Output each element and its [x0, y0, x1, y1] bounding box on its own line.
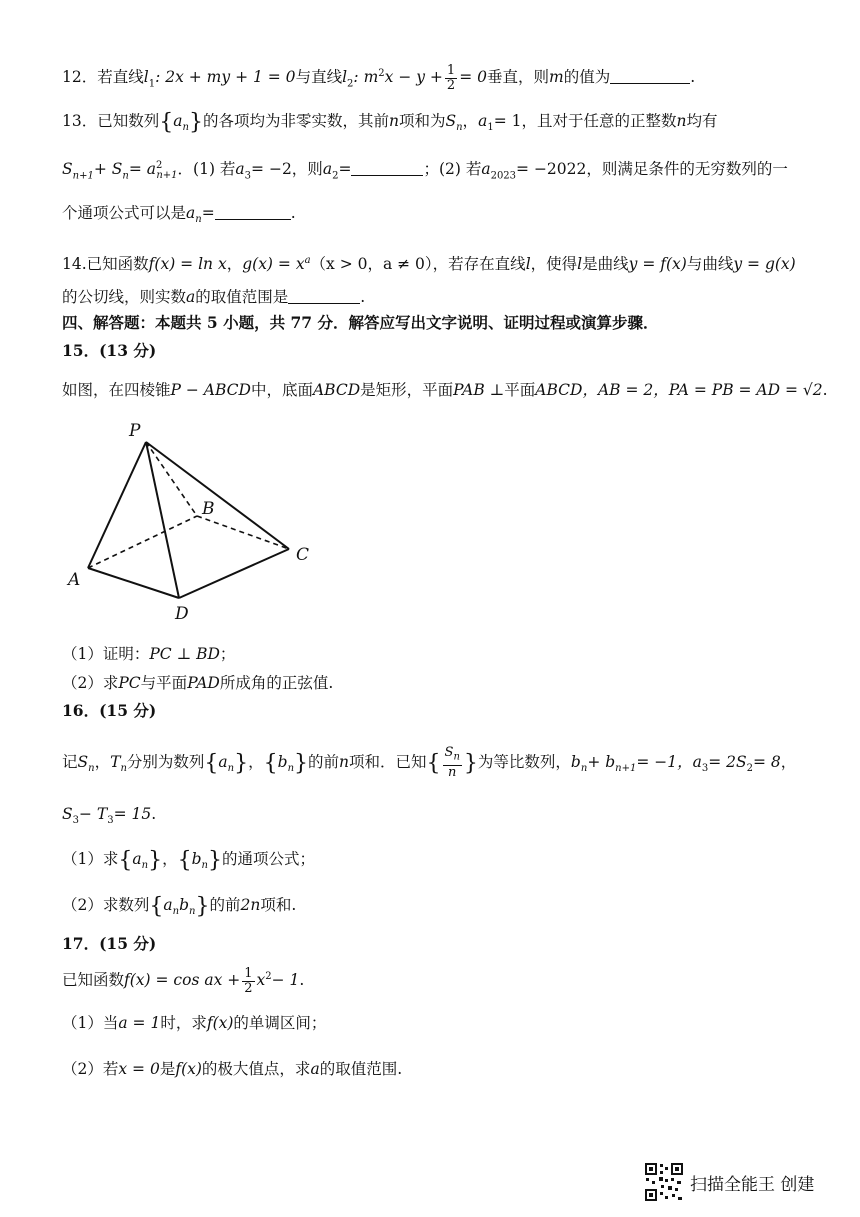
question-17-heading: 17．(15 分)	[62, 934, 157, 953]
edge-AB-hidden	[88, 516, 197, 568]
question-13-line-2: $S_{n+1}+ S_n= a^2_{n+1}$．(1) 若$a_3= -2$，则$a_2=$ ；(2) 若$a_{2023}= -2022$，则满足条件的无穷数列的一	[62, 160, 788, 182]
question-15-part-2: （2）求PC与平面PAD所成角的正弦值.	[62, 674, 334, 692]
edge-PC	[146, 442, 289, 549]
edge-BC-hidden	[197, 516, 289, 549]
answer-blank[interactable]	[610, 69, 690, 84]
vertex-label-A: A	[68, 570, 81, 590]
question-16-line-1: 记$S_n$，$T_n$分别为数列$\{a_n\}$，$\{b_n\}$的前n项和．已知{ $\frac{S_n}{n}$ }为等比数列，$b_n+ b_{n+1}= -1$，$a_3= 2S_2= 8$，	[62, 745, 797, 780]
question-17-stem: 已知函数f(x) = cos ax + $\frac{1}{2}$ $x^2- 1$.	[62, 965, 305, 996]
vertex-label-B: B	[202, 499, 215, 519]
question-13-line-3: 个通项公式可以是$a_n=$ .	[62, 204, 296, 226]
vertex-label-P: P	[129, 421, 141, 441]
question-13-line-1: 13．已知数列$\{a_n\}$的各项均为非零实数，其前n项和为$S_n$，$a_1= 1$，且对于任意的正整数n均有	[62, 110, 718, 135]
edge-PA	[88, 442, 146, 568]
question-17-part-1: （1）当a = 1时，求f(x)的单调区间；	[62, 1014, 327, 1032]
question-15-heading: 15．(13 分)	[62, 341, 157, 360]
question-17-part-2: （2）若x = 0是f(x)的极大值点，求a的取值范围.	[62, 1060, 403, 1078]
fraction-half: $\frac{1}{2}$	[446, 62, 456, 93]
answer-blank[interactable]	[288, 289, 360, 304]
edge-DC	[179, 549, 289, 598]
question-16-part-2: （2）求数列$\{a_nb_n\}$的前2n项和.	[62, 894, 297, 919]
vertex-label-C: C	[296, 545, 310, 565]
answer-blank[interactable]	[351, 161, 423, 176]
question-16-part-1: （1）求$\{a_n\}$，$\{b_n\}$的通项公式；	[62, 848, 315, 873]
question-16-line-2: $S_3- T_3= 15$.	[62, 805, 157, 827]
question-15-part-1: （1）证明：PC ⊥ BD；	[62, 645, 236, 663]
fraction-Sn-over-n: $\frac{S_n}{n}$	[444, 745, 460, 780]
question-16-heading: 16．(15 分)	[62, 701, 157, 720]
question-15-stem: 如图，在四棱锥P − ABCD中，底面ABCD是矩形，平面PAB ⊥平面ABCD，AB = 2，PA = PB = AD = √2.	[62, 381, 828, 399]
vertex-label-D: D	[175, 604, 189, 624]
qr-code-icon	[644, 1162, 684, 1202]
question-14-line-1: 14.已知函数f(x) = ln x，$g(x) = x^a(x > 0$，a ≠ 0），若存在直线l，使得l是曲线y = f(x)与曲线y = g(x)	[62, 255, 796, 274]
edge-AD	[88, 568, 179, 598]
fraction-half: $\frac{1}{2}$	[244, 965, 253, 996]
scanner-watermark	[644, 1162, 814, 1202]
answer-blank[interactable]	[215, 205, 291, 220]
question-12: 12．若直线$l_1$: 2x + my + 1 = 0与直线$l_2$: $m^2x - y$ + $\frac{1}{2}$ = 0垂直，则m的值为 .	[62, 62, 696, 93]
watermark-text: 扫描全能王 创建	[690, 1174, 815, 1195]
question-14-line-2: 的公切线，则实数a的取值范围是 .	[62, 288, 366, 306]
section-4-heading: 四、解答题：本题共 5 小题，共 77 分．解答应写出文字说明、证明过程或演算步骤．	[62, 313, 659, 332]
pyramid-figure	[62, 418, 332, 628]
